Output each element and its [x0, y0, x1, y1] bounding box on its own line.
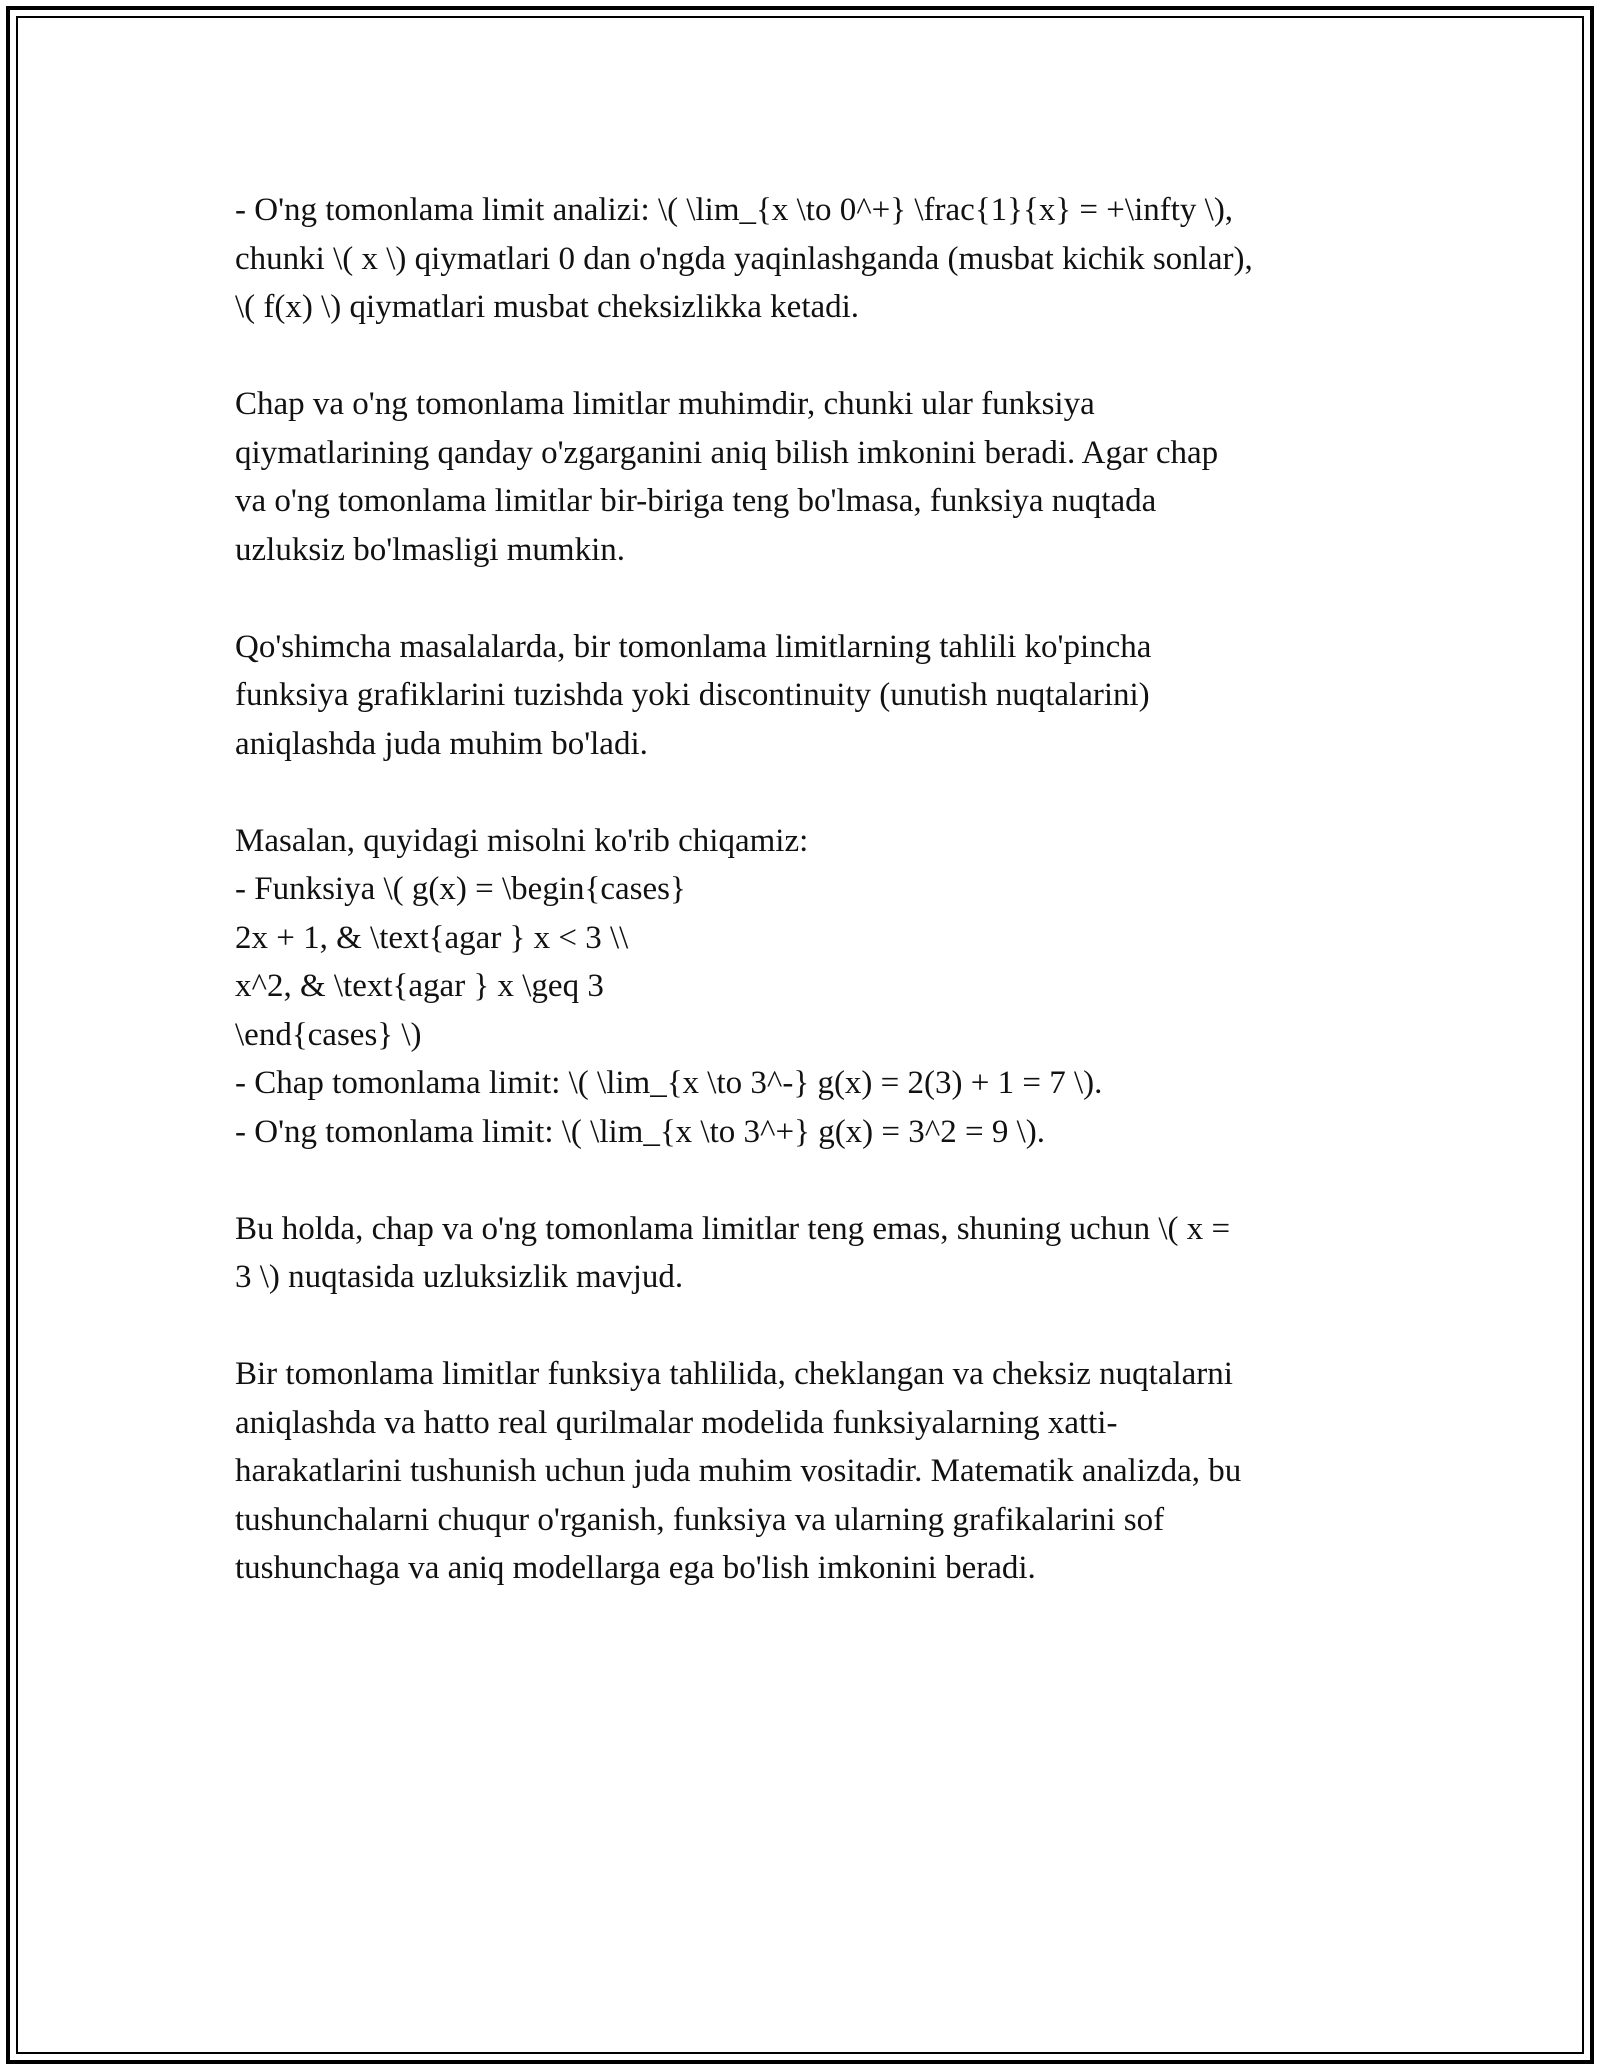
paragraph-conclusion-example — [235, 1205, 1375, 1302]
text-line: tushunchaga va aniq modellarga ega bo'lish imkonini beradi. — [235, 1550, 1036, 1586]
text-line: Qo'shimcha masalalarda, bir tomonlama limitlarning tahlili ko'pincha — [235, 628, 1152, 665]
paragraph-summary — [235, 1350, 1375, 1593]
text-line: aniqlashda va hatto real qurilmalar modelida funksiyalarning xatti- — [235, 1404, 1118, 1441]
text-line: Masalan, quyidagi misolni ko'rib chiqamiz: — [235, 822, 809, 859]
text-line: - Chap tomonlama limit: \( \lim_{x \to 3^-} g(x) = 2(3) + 1 = 7 \). — [235, 1065, 1103, 1101]
paragraph-right-limit-analysis — [235, 186, 1375, 332]
text-line: 3 \) nuqtasida uzluksizlik mavjud. — [235, 1259, 684, 1295]
text-line: harakatlarini tushunish uchun juda muhim vositadir. Matematik analizda, bu — [235, 1453, 1242, 1489]
text-line: Bu holda, chap va o'ng tomonlama limitlar teng emas, shuning uchun \( x = — [235, 1210, 1231, 1247]
document-body — [235, 186, 1375, 1641]
text-line: chunki \( x \) qiymatlari 0 dan o'ngda yaqinlashganda (musbat kichik sonlar), — [235, 240, 1253, 277]
text-line: tushunchalarni chuqur o'rganish, funksiya va ularning grafikalarini sof — [235, 1501, 1165, 1538]
text-line: \end{cases} \) — [235, 1016, 422, 1053]
text-line: va o'ng tomonlama limitlar bir-biriga teng bo'lmasa, funksiya nuqtada — [235, 483, 1157, 519]
text-line: aniqlashda juda muhim bo'ladi. — [235, 725, 648, 762]
text-line: \( f(x) \) qiymatlari musbat cheksizlikka ketadi. — [235, 289, 860, 325]
text-line: 2x + 1, & \text{agar } x < 3 \\ — [235, 919, 629, 956]
text-line: funksiya grafiklarini tuzishda yoki discontinuity (unutish nuqtalarini) — [235, 677, 1150, 713]
text-line: Bir tomonlama limitlar funksiya tahlilida, cheklangan va cheksiz nuqtalarni — [235, 1356, 1233, 1392]
text-line: x^2, & \text{agar } x \geq 3 — [235, 968, 604, 1004]
paragraph-additional-problems — [235, 623, 1375, 769]
text-line: qiymatlarining qanday o'zgarganini aniq bilish imkonini beradi. Agar chap — [235, 434, 1219, 471]
text-line: - Funksiya \( g(x) = \begin{cases} — [235, 871, 686, 907]
paragraph-importance — [235, 380, 1375, 574]
text-line: - O'ng tomonlama limit: \( \lim_{x \to 3^+} g(x) = 3^2 = 9 \). — [235, 1113, 1046, 1150]
text-line: - O'ng tomonlama limit analizi: \( \lim_{x \to 0^+} \frac{1}{x} = +\infty \), — [235, 192, 1234, 228]
text-line: uzluksiz bo'lmasligi mumkin. — [235, 531, 626, 568]
text-line: Chap va o'ng tomonlama limitlar muhimdir, chunki ular funksiya — [235, 386, 1095, 422]
paragraph-example — [235, 817, 1375, 1157]
